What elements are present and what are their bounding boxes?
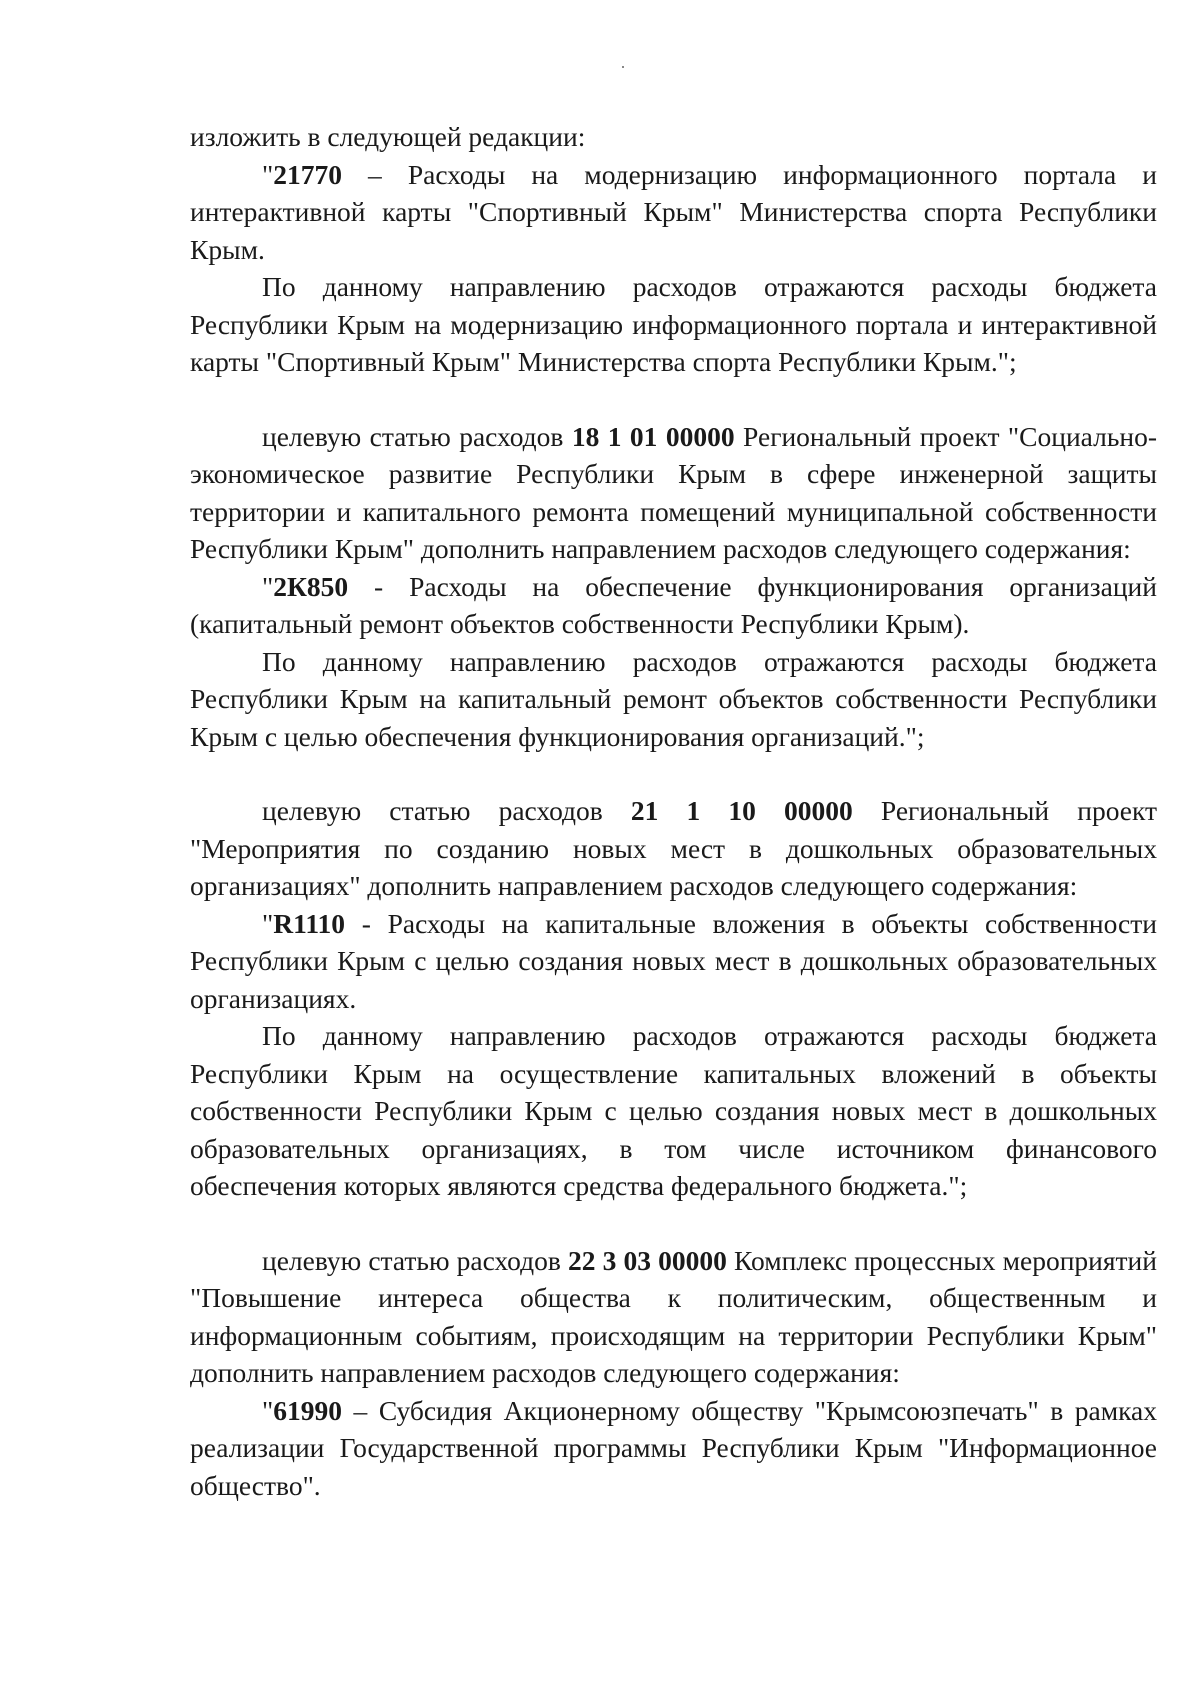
- expense-code: 2К850: [273, 570, 349, 602]
- scan-speck: [622, 66, 624, 68]
- article-code: 21 1 10 00000: [630, 795, 853, 826]
- expense-description: По данному направлению расходов отражаются расходы бюджета Республики Крым на капитальный ремонт объектов собственности Республики Крым с целью обеспечения функционирования организаций.";: [190, 645, 1157, 752]
- expense-title: – Субсидия Акционерному обществу "Крымсоюзпечать" в рамках реализации Государственной программы Республики Крым "Информационное общество".: [190, 1394, 1157, 1501]
- expense-direction-2K850: [190, 568, 1157, 643]
- quote-mark: ": [262, 158, 274, 190]
- article-prefix: целевую статью расходов: [262, 1244, 568, 1276]
- expense-description: По данному направлению расходов отражаются расходы бюджета Республики Крым на осуществление капитальных вложений в объекты собственности Республики Крым с целью создания новых мест в дошкольных образовательных организациях, в том числе источником финансового обеспечения которых являются средства федерального бюджета.";: [190, 1020, 1157, 1201]
- expense-code: R1110: [273, 907, 346, 939]
- expense-direction-R1110: [190, 905, 1157, 1018]
- target-article-18-1-01: [190, 418, 1157, 568]
- expense-title: – Расходы на модернизацию информационного портала и интерактивной карты "Спортивный Крым" Министерства спорта Республики Крым.: [190, 158, 1157, 265]
- intro-line: изложить в следующей редакции:: [190, 121, 586, 152]
- article-text: Комплекс процессных мероприятий "Повышение интереса общества к политическим, общественным и информационным событиям, происходящим на территории Республики Крым" дополнить направлением расходов следующего содержания:: [190, 1244, 1157, 1388]
- quote-mark: ": [262, 907, 274, 939]
- expense-title: - Расходы на обеспечение функционирования организаций (капитальный ремонт объектов собственности Республики Крым).: [190, 570, 1157, 639]
- quote-mark: ": [262, 570, 274, 602]
- quote-mark: ": [262, 1394, 274, 1426]
- article-prefix: целевую статью расходов: [262, 795, 631, 826]
- expense-direction-61990: [190, 1392, 1157, 1505]
- document-page: [190, 118, 1157, 1504]
- expense-code: 61990: [273, 1394, 342, 1426]
- target-article-21-1-10: [190, 792, 1157, 905]
- target-article-22-3-03: [190, 1242, 1157, 1392]
- article-code: 18 1 01 00000: [571, 420, 735, 452]
- expense-direction-21770: [190, 156, 1157, 269]
- article-prefix: целевую статью расходов: [262, 420, 572, 452]
- paragraph-gap: [190, 755, 1157, 792]
- article-code: 22 3 03 00000: [567, 1244, 727, 1276]
- paragraph-gap: [190, 1205, 1157, 1242]
- expense-description: По данному направлению расходов отражаются расходы бюджета Республики Крым на модернизацию информационного портала и интерактивной карты "Спортивный Крым" Министерства спорта Республики Крым.";: [190, 271, 1157, 377]
- article-text: Региональный проект "Мероприятия по созданию новых мест в дошкольных образовательных организациях" дополнить направлением расходов следующего содержания:: [190, 795, 1158, 901]
- article-text: Региональный проект "Социально-экономическое развитие Республики Крым в сфере инженерной защиты территории и капитального ремонта помещений муниципальной собственности Республики Крым" дополнить направлением расходов следующего содержания:: [190, 420, 1157, 564]
- expense-title: - Расходы на капитальные вложения в объекты собственности Республики Крым с целью создания новых мест в дошкольных образовательных организациях.: [190, 907, 1157, 1014]
- paragraph-gap: [190, 381, 1157, 418]
- expense-code: 21770: [273, 158, 342, 190]
